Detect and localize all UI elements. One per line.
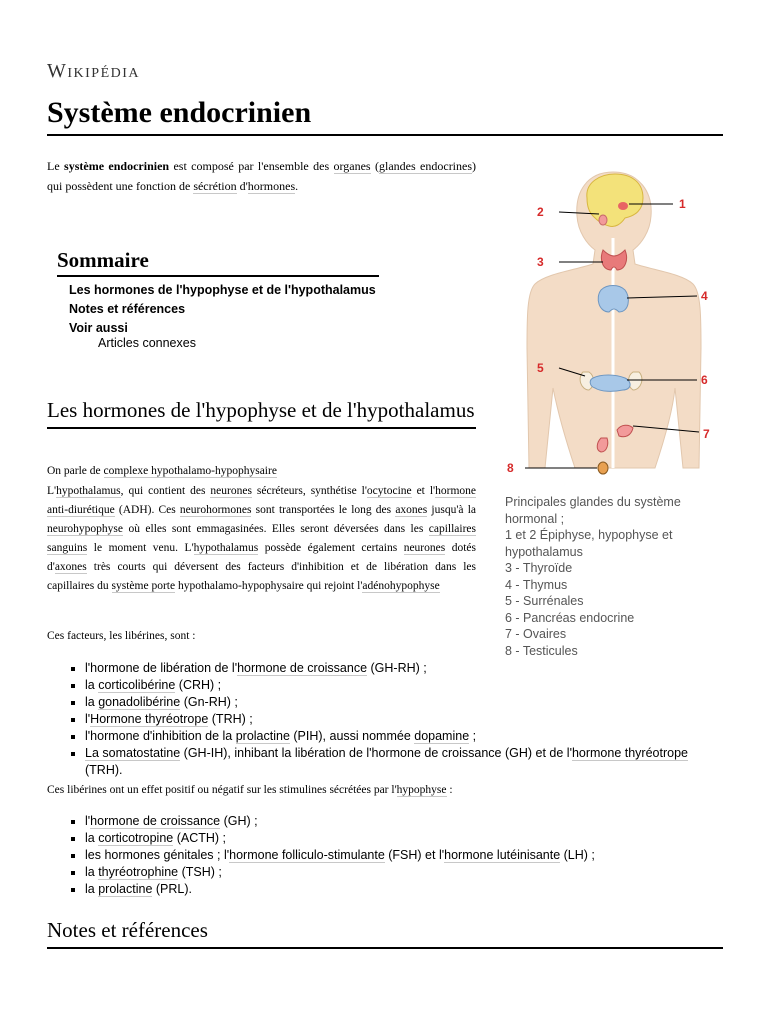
caption-line: 6 - Pancréas endocrine	[505, 610, 635, 625]
inline-link[interactable]: système porte	[111, 580, 176, 592]
inline-link[interactable]: hormone anti-diurétique	[47, 485, 476, 516]
liberines-list	[65, 660, 725, 779]
inline-link[interactable]: ocytocine	[366, 485, 412, 497]
inline-link[interactable]: hypothalamus	[193, 542, 259, 554]
inline-link[interactable]: prolactine	[98, 882, 153, 896]
list-item: ▪ la corticolibérine (CRH) ;	[85, 677, 725, 694]
label-4: 4	[701, 289, 708, 303]
label-7: 7	[703, 427, 710, 441]
inline-link[interactable]: hormone lutéinisante	[444, 848, 561, 862]
pituitary	[599, 215, 607, 225]
testicle	[598, 462, 608, 474]
inline-link[interactable]: hormone folliculo-stimulante	[229, 848, 385, 862]
label-3: 3	[537, 255, 544, 269]
endocrine-diagram	[505, 168, 723, 488]
inline-link[interactable]: capillaires sanguins	[47, 523, 476, 554]
caption-line: 3 - Thyroïde	[505, 561, 573, 575]
caption-line: 7 - Ovaires	[505, 627, 567, 641]
label-1: 1	[679, 197, 686, 211]
paragraph-complexe: On parle de complexe hypothalamo-hypophysaire	[47, 465, 277, 477]
paragraph-hypothalamus: L'hypothalamus, qui contient des neurones sécréteurs, synthétise l'ocytocine et l'hormone anti-diurétique (ADH). Ces neurohormones sont transportées le long des axones jusqu'à la neurohypophyse où elles sont emmagasinées. Elles seront déversées dans les capillaires sanguins le moment venu. L'hypothalamus possède également certains neurones dotés d'axones très courts qui déversent des facteurs d'inhibition et de libération dans les capillaires du système porte hypothalamo-hypophysaire qui rejoint l'adénohypophyse	[47, 485, 476, 592]
inline-link[interactable]: thyréotrophine	[98, 865, 179, 879]
inline-link[interactable]: neurones	[403, 542, 446, 554]
list-item: ▪ la gonadolibérine (Gn-RH) ;	[85, 694, 725, 711]
inline-link[interactable]: hormone de croissance	[90, 814, 221, 828]
inline-link[interactable]: hypothalamus	[56, 485, 121, 497]
list-item: ▪ la corticotropine (ACTH) ;	[85, 830, 725, 847]
caption-line: 4 - Thymus	[505, 577, 568, 592]
inline-link[interactable]: neurohypophyse	[47, 523, 124, 535]
pancreas	[590, 375, 630, 391]
toc-item[interactable]: Les hormones de l'hypophyse et de l'hypothalamus	[69, 283, 376, 297]
inline-link[interactable]: prolactine	[235, 729, 290, 743]
list-item: ▪ l'hormone de croissance (GH) ;	[85, 813, 725, 830]
figure-caption	[505, 494, 715, 659]
pineal	[618, 202, 628, 210]
toc-subitem[interactable]: Articles connexes	[98, 336, 196, 350]
link-secretion[interactable]: sécrétion	[193, 179, 237, 193]
toc-item[interactable]: Notes et références	[69, 302, 186, 316]
intro-paragraph: Le système endocrinien est composé par l'ensemble des organes (glandes endocrines) qui possèdent une fonction de sécrétion d'hormones.	[47, 159, 477, 193]
stimulines-list	[65, 813, 725, 898]
list-item: ▪ les hormones génitales ; l'hormone folliculo-stimulante (FSH) et l'hormone lutéinisante (LH) ;	[85, 847, 725, 864]
inline-link[interactable]: corticolibérine	[98, 678, 176, 692]
list-item: ▪ La somatostatine (GH-IH), inhibant la libération de l'hormone de croissance (GH) et de l'hormone thyréotrope (TRH).	[85, 745, 725, 779]
inline-link[interactable]: adénohypophyse	[362, 580, 440, 592]
link-hormones[interactable]: hormones	[247, 179, 296, 193]
table-of-contents	[57, 248, 379, 355]
inline-link[interactable]: neurohormones	[179, 504, 252, 516]
label-2: 2	[537, 205, 544, 219]
paragraph-liberines: Ces facteurs, les libérines, sont :	[47, 630, 196, 642]
toc-item[interactable]: Voir aussi	[69, 321, 128, 335]
link-glandes-endocrines[interactable]: glandes endocrines	[379, 159, 473, 173]
list-item: ▪ la prolactine (PRL).	[85, 881, 725, 898]
wikipedia-logo[interactable]: Wikipédia	[47, 60, 141, 82]
page-title: Système endocrinien	[47, 96, 723, 136]
link-complexe[interactable]: complexe hypothalamo-hypophysaire	[103, 465, 277, 477]
label-6: 6	[701, 373, 708, 387]
caption-line: 5 - Surrénales	[505, 594, 584, 608]
list-item: ▪ l'hormone de libération de l'hormone de croissance (GH-RH) ;	[85, 660, 725, 677]
inline-link[interactable]: hormone thyréotrope	[571, 746, 688, 760]
list-item: ▪ la thyréotrophine (TSH) ;	[85, 864, 725, 881]
label-5: 5	[537, 361, 544, 375]
link-organes[interactable]: organes	[333, 159, 371, 173]
caption-line: Principales glandes du système hormonal ;	[505, 495, 681, 526]
inline-link[interactable]: gonadolibérine	[98, 695, 181, 709]
section-heading-notes: Notes et références	[47, 916, 723, 949]
endocrine-system-figure[interactable]	[505, 168, 723, 493]
thymus	[598, 286, 628, 313]
toc-heading: Sommaire	[57, 248, 379, 277]
inline-link[interactable]: axones	[395, 504, 428, 516]
inline-link[interactable]: dopamine	[414, 729, 470, 743]
paragraph-stimulines: Ces libérines ont un effet positif ou négatif sur les stimulines sécrétées par l'hypophyse :	[47, 784, 453, 796]
inline-link[interactable]: axones	[54, 561, 87, 573]
section-heading-hormones: Les hormones de l'hypophyse et de l'hypothalamus	[47, 396, 476, 429]
list-item: ▪ l'hormone d'inhibition de la prolactine (PIH), aussi nommée dopamine ;	[85, 728, 725, 745]
inline-link[interactable]: La somatostatine	[85, 746, 181, 760]
caption-line: 1 et 2 Épiphyse, hypophyse et hypothalamus	[505, 528, 673, 559]
label-8: 8	[507, 461, 514, 475]
inline-link[interactable]: neurones	[210, 485, 252, 497]
inline-link[interactable]: Hormone thyréotrope	[90, 712, 209, 726]
inline-link[interactable]: corticotropine	[98, 831, 174, 845]
link-hypophyse[interactable]: hypophyse	[396, 784, 447, 796]
list-item: ▪ l'Hormone thyréotrope (TRH) ;	[85, 711, 725, 728]
caption-line: 8 - Testicules	[505, 643, 578, 658]
inline-link[interactable]: hormone de croissance	[237, 661, 368, 675]
